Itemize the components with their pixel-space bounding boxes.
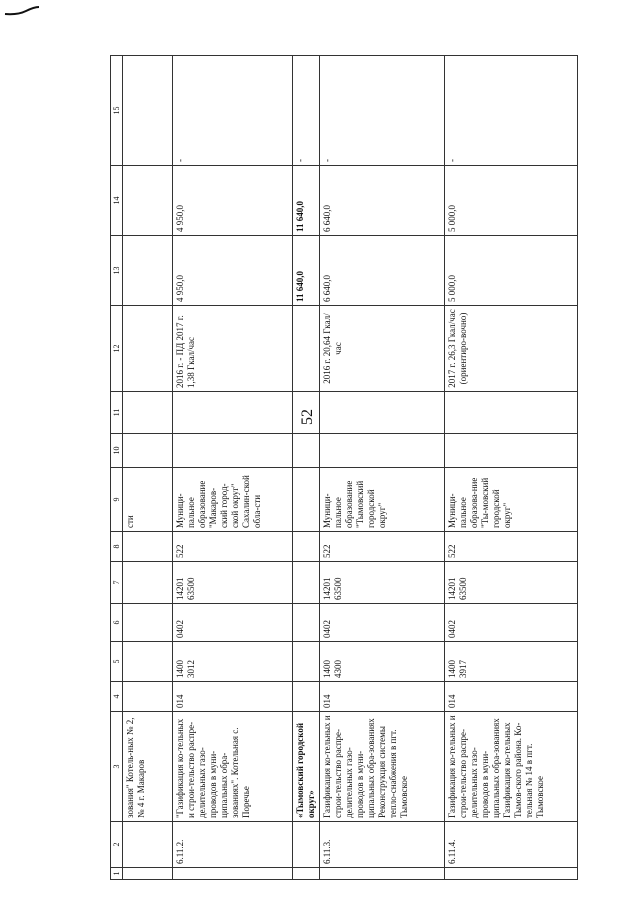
cell-amount: 11 640,0 <box>293 166 320 236</box>
cell-code: 1400 3012 <box>173 642 293 682</box>
page-number: 52 <box>299 409 316 425</box>
cell-period: 2016 г. - ПД 2017 г. 1,38 Гкал/час <box>173 306 293 392</box>
cell-recipient: Муници-пальное образование "Тымовский городской округ" <box>320 468 445 532</box>
cell-id: 6.11.3. <box>320 822 445 868</box>
cell-subtotal-title: «Тымовский городской округ» <box>293 712 320 822</box>
cell-name: Газификация ко-тельных и строи-тельство распре-делительных газо-проводов в муни-ципальных обра-зованиях Реконструкция системы тепло-снабжения в пгт. Тымовское <box>320 712 445 822</box>
pen-stroke-mark <box>4 6 40 16</box>
cell-period: 2017 г. 26,3 Гкал/час (ориентиро-вочно) <box>445 306 578 392</box>
col-header: 2 <box>111 822 123 868</box>
cell-code: 1400 4300 <box>320 642 445 682</box>
col-header: 3 <box>111 712 123 822</box>
cell-id: 6.11.4. <box>445 822 578 868</box>
col-header: 1 <box>111 868 123 880</box>
rotated-table-wrapper <box>110 56 555 880</box>
cell-code: 14201 63500 <box>445 562 578 604</box>
table-row <box>445 56 578 880</box>
col-header: 8 <box>111 532 123 562</box>
cell-id: 6.11.2. <box>173 822 293 868</box>
header-row <box>111 56 123 880</box>
col-header: 10 <box>111 434 123 468</box>
cell-code: 014 <box>445 682 578 712</box>
cell-code: 522 <box>320 532 445 562</box>
cell-amount: 11 640,0 <box>293 236 320 306</box>
cell-code: 522 <box>173 532 293 562</box>
cell-name: "Газификация ко-тельных и строи-тельство распре-делительных газо-проводов в муни-ципальных обра-зованиях". Котельная с. Поречье <box>173 712 293 822</box>
cell-code: 014 <box>173 682 293 712</box>
cell-recipient: Муници-пальное образование "Макаров-ский город-ской округ" Сахалин-ской обла-сти <box>173 468 293 532</box>
cell-amount: 6 640,0 <box>320 236 445 306</box>
cell-dash: - <box>293 56 320 166</box>
budget-table <box>110 55 578 880</box>
table-row <box>320 56 445 880</box>
cell-code: 0402 <box>173 604 293 642</box>
col-header: 4 <box>111 682 123 712</box>
cell-amount: 6 640,0 <box>320 166 445 236</box>
cell-recipient: Муници-пальное образова-ние "Ты-мовский городской округ" <box>445 468 578 532</box>
cell-amount: 5 000,0 <box>445 166 578 236</box>
col-header: 11 <box>111 392 123 434</box>
col-header: 6 <box>111 604 123 642</box>
col-header: 14 <box>111 166 123 236</box>
cell-code: 522 <box>445 532 578 562</box>
table-row <box>123 56 173 880</box>
cell-name: зования" Котель-ных № 2, № 4 г. Макаров <box>123 712 173 822</box>
cell-amount: 4 950,0 <box>173 236 293 306</box>
cell-code: 0402 <box>445 604 578 642</box>
cell-recipient: сти <box>123 468 173 532</box>
cell-amount: 5 000,0 <box>445 236 578 306</box>
cell-code: 0402 <box>320 604 445 642</box>
cell-code: 1400 3917 <box>445 642 578 682</box>
table-row <box>293 56 320 880</box>
table-row <box>173 56 293 880</box>
col-header: 12 <box>111 306 123 392</box>
col-header: 7 <box>111 562 123 604</box>
cell-amount: 4 950,0 <box>173 166 293 236</box>
cell-name: Газификация ко-тельных и строи-тельство распре-делительных газо-проводов в муни-ципальных обра-зованиях Газификация ко-тельных Тымов-ского района. Ко-тельная № 14 в пгт. Тымовское <box>445 712 578 822</box>
cell-code: 14201 63500 <box>173 562 293 604</box>
col-header: 5 <box>111 642 123 682</box>
col-header: 9 <box>111 468 123 532</box>
cell-dash: - <box>173 56 293 166</box>
cell-dash: - <box>445 56 578 166</box>
col-header: 15 <box>111 56 123 166</box>
cell-code: 014 <box>320 682 445 712</box>
col-header: 13 <box>111 236 123 306</box>
cell-period: 2016 г. 20,64 Гкал/час <box>320 306 445 392</box>
cell-dash: - <box>320 56 445 166</box>
cell-code: 14201 63500 <box>320 562 445 604</box>
